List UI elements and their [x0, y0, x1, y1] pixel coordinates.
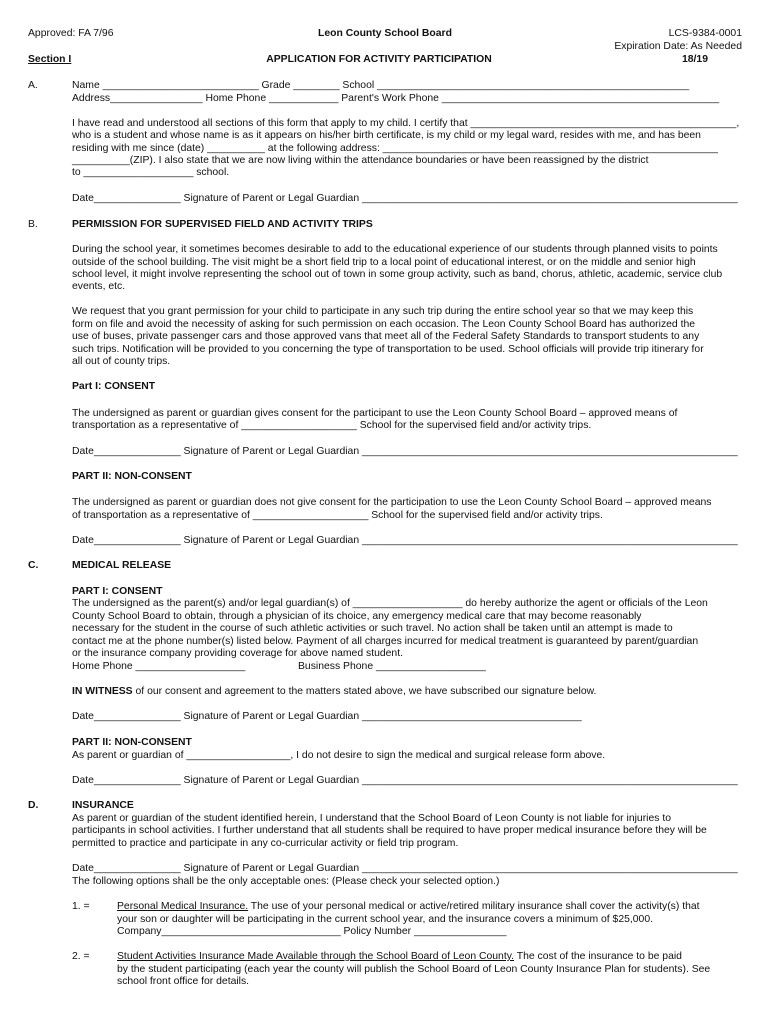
section-d-letter: D.: [28, 800, 39, 811]
trip-consent-line-1: The undersigned as parent or guardian gives consent for the participant to use the Leon County School Board – approved means of: [72, 408, 678, 419]
trips-para1-line-3: school level, it might involve representing the school out of town in some group activity, such as band, chorus, athletic, academic, service club: [72, 269, 723, 280]
trips-para1-line-4: events, etc.: [72, 281, 126, 292]
insurance-line-2: participants in school activities. I further understand that all students shall be required to have proper medical insurance before they will be: [72, 825, 707, 836]
option-2-line-2: by the student participating (each year the county will publish the School Board of Leon County Insurance Plan for students). See: [117, 964, 711, 975]
trip-nonconsent-signature-line[interactable]: Date_______________ Signature of Parent or Legal Guardian _________________________________________________________________: [72, 535, 738, 546]
option-1-line-2: your son or daughter will be participating in the current school year, and the insurance covers a minimum of $25,000.: [117, 914, 653, 925]
business-phone-field[interactable]: Business Phone ___________________: [298, 661, 486, 672]
medical-consent-line-4: contact me at the phone number(s) listed below. Payment of all charges incurred for medical treatment is guaranteed by parent/guardian: [72, 636, 699, 647]
trip-consent-line-2[interactable]: transportation as a representative of ____________________ School for the supervised field and/or activity trips.: [72, 420, 592, 431]
option-1-checkbox[interactable]: 1. =: [72, 901, 90, 912]
option-1-text: The use of your personal medical or active/retired military insurance shall cover the activity(s) that: [248, 901, 700, 912]
certify-line-4[interactable]: __________(ZIP). I also state that we are now living within the attendance boundaries or have been reassigned by the district: [72, 155, 649, 166]
trips-para2-line-1: We request that you grant permission for your child to participate in any such trip during the entire school year so that we may keep this: [72, 306, 694, 317]
insurance-signature-line[interactable]: Date_______________ Signature of Parent or Legal Guardian _________________________________________________________________: [72, 863, 738, 874]
board-name: Leon County School Board: [318, 28, 452, 39]
certify-line-5[interactable]: to ___________________ school.: [72, 167, 230, 178]
section-c-letter: C.: [28, 560, 39, 571]
certify-line-2: who is a student and whose name is as it appears on his/her birth certificate, is my child or my legal ward, resides with me, and has been: [72, 130, 701, 141]
witness-statement: [72, 686, 596, 698]
trip-consent-heading: Part I: CONSENT: [72, 381, 156, 392]
option-1-title: Personal Medical Insurance.: [117, 901, 249, 912]
section-b-letter: B.: [28, 219, 38, 230]
section-a-letter: A.: [28, 80, 38, 91]
section-d-heading: INSURANCE: [72, 800, 134, 811]
student-info-line[interactable]: Name ___________________________ Grade ________ School ______________________________________________________: [72, 80, 690, 91]
form-code: LCS-9384-0001: [668, 28, 742, 39]
medical-nonconsent-signature-line[interactable]: Date_______________ Signature of Parent or Legal Guardian _________________________________________________________________: [72, 775, 738, 786]
trip-consent-signature-line[interactable]: Date_______________ Signature of Parent or Legal Guardian _________________________________________________________________: [72, 446, 738, 457]
trip-nonconsent-line-1: The undersigned as parent or guardian does not give consent for the participation to use the Leon County School Board – approved means: [72, 497, 712, 508]
trip-nonconsent-line-2[interactable]: of transportation as a representative of ____________________ School for the supervised field and/or activity trips.: [72, 510, 603, 521]
option-2-text: The cost of the insurance to be paid: [514, 951, 682, 962]
medical-nonconsent-text[interactable]: As parent or guardian of __________________, I do not desire to sign the medical and surgical release form above.: [72, 750, 606, 761]
trips-para2-line-4: such trips. Notification will be provided to you concerning the type of transportation to be used. School officials will provide trip itinerary for: [72, 344, 704, 355]
certify-line-3[interactable]: residing with me since (date) __________ at the following address: __________________________________________________________: [72, 143, 718, 154]
medical-consent-line-2: County School Board to obtain, through a physician of its choice, any emergency medical care that may become reasonably: [72, 611, 642, 622]
medical-consent-line-5: or the insurance company providing coverage for above named student.: [72, 648, 403, 659]
trip-nonconsent-heading: PART II: NON-CONSENT: [72, 471, 192, 482]
school-year: 18/19: [681, 54, 708, 65]
medical-nonconsent-heading: PART II: NON-CONSENT: [72, 737, 192, 748]
section-label: Section I: [28, 54, 72, 65]
section-a-signature-line[interactable]: Date_______________ Signature of Parent or Legal Guardian _________________________________________________________________: [72, 193, 738, 204]
trips-para2-line-5: all out of county trips.: [72, 356, 171, 367]
trips-para2-line-2: form on file and avoid the necessity of asking for such permission on each occasion. The Leon County School Board has authorized the: [72, 319, 696, 330]
section-c-heading: MEDICAL RELEASE: [72, 560, 172, 571]
option-2-line-1: [117, 951, 682, 963]
approved-note: Approved: FA 7/96: [28, 28, 114, 39]
option-2-line-3: school front office for details.: [117, 976, 250, 987]
witness-label: IN WITNESS: [72, 686, 133, 697]
medical-consent-line-3: necessary for the student in the course of such athletic activities or such travel. No action shall be taken until an attempt is made to: [72, 623, 673, 634]
section-b-heading: PERMISSION FOR SUPERVISED FIELD AND ACTIVITY TRIPS: [72, 219, 373, 230]
insurance-options-intro: The following options shall be the only acceptable ones: (Please check your selected option.): [72, 876, 500, 887]
option-2-checkbox[interactable]: 2. =: [72, 951, 90, 962]
expiration-date: Expiration Date: As Needed: [614, 41, 742, 52]
address-phone-line[interactable]: Address________________ Home Phone ____________ Parent's Work Phone ________________________________________________: [72, 93, 720, 104]
option-1-line-1: [117, 901, 700, 913]
medical-consent-line-1[interactable]: The undersigned as the parent(s) and/or legal guardian(s) of ___________________ do hereby authorize the agent or officials of the Leon: [72, 598, 708, 609]
insurance-line-1: As parent or guardian of the student identified herein, I understand that the School Board of Leon County is not liable for injuries to: [72, 813, 671, 824]
trips-para1-line-1: During the school year, it sometimes becomes desirable to add to the educational experience of our students through planned visits to points: [72, 244, 718, 255]
medical-consent-heading: PART I: CONSENT: [72, 586, 163, 597]
witness-text: of our consent and agreement to the matters stated above, we have subscribed our signature below.: [132, 686, 597, 697]
option-1-company-policy-line[interactable]: Company_______________________________ Policy Number ________________: [117, 926, 507, 937]
trips-para1-line-2: outside of the school building. The visit might be a short field trip to a local point of educational interest, or on the middle and senior high: [72, 257, 696, 268]
home-phone-field[interactable]: Home Phone ___________________: [72, 661, 246, 672]
medical-consent-signature-line[interactable]: Date_______________ Signature of Parent or Legal Guardian ______________________________________: [72, 711, 582, 722]
form-title: APPLICATION FOR ACTIVITY PARTICIPATION: [266, 54, 492, 65]
option-2-title: Student Activities Insurance Made Available through the School Board of Leon County.: [117, 951, 515, 962]
trips-para2-line-3: use of buses, private passenger cars and those approved vans that meet all of the Federal Safety Standards to transport students to any: [72, 331, 700, 342]
certify-line-1[interactable]: I have read and understood all sections of this form that apply to my child. I certify that ______________________________________________,: [72, 118, 740, 129]
insurance-line-3: permitted to practice and participate in any co-curricular activity or field trip program.: [72, 838, 459, 849]
